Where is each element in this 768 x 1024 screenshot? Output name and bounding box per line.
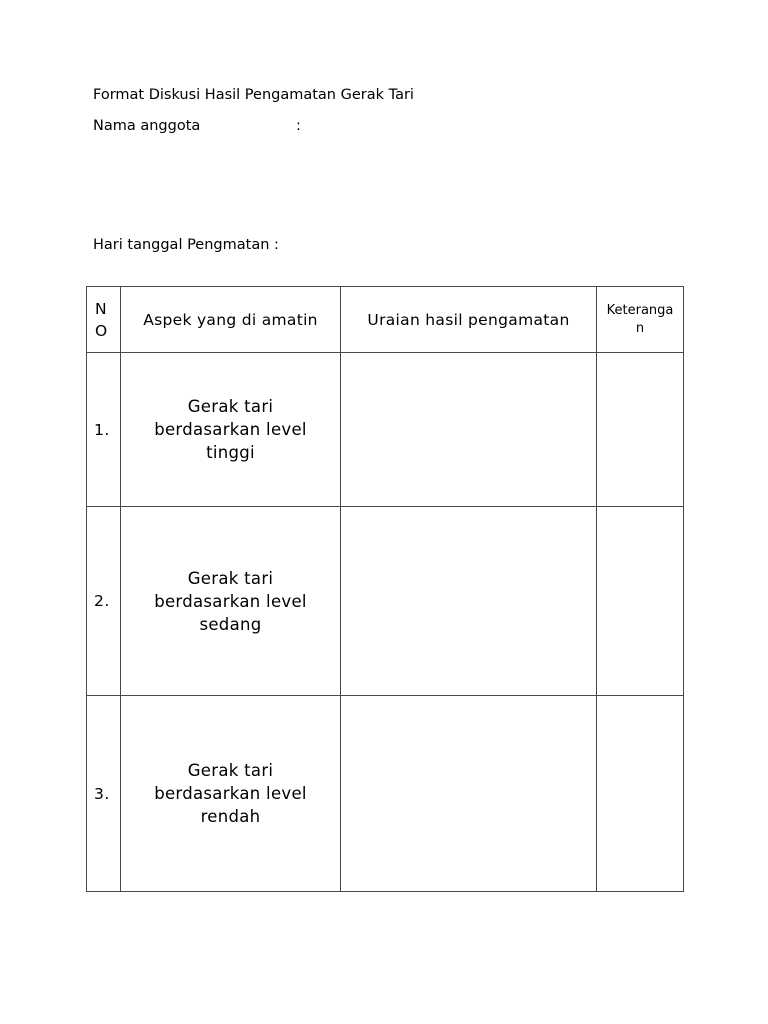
row-description-cell[interactable] bbox=[341, 696, 597, 892]
row-description-cell[interactable] bbox=[341, 353, 597, 507]
table-header-row bbox=[87, 287, 684, 353]
header-note: Keterangan bbox=[597, 287, 684, 353]
document-title: Format Diskusi Hasil Pengamatan Gerak Tari bbox=[93, 87, 414, 103]
table-row bbox=[87, 696, 684, 892]
header-no: N O bbox=[87, 287, 121, 353]
observation-table bbox=[86, 286, 684, 892]
row-aspect: Gerak tari berdasarkan level rendah bbox=[121, 696, 341, 892]
row-aspect: Gerak tari berdasarkan level tinggi bbox=[121, 353, 341, 507]
row-aspect: Gerak tari berdasarkan level sedang bbox=[121, 507, 341, 696]
row-note-cell[interactable] bbox=[597, 696, 684, 892]
row-note-cell[interactable] bbox=[597, 353, 684, 507]
header-aspect: Aspek yang di amatin bbox=[121, 287, 341, 353]
table-row bbox=[87, 353, 684, 507]
header-description: Uraian hasil pengamatan bbox=[341, 287, 597, 353]
row-description-cell[interactable] bbox=[341, 507, 597, 696]
row-number: 3. bbox=[87, 696, 121, 892]
member-name-colon: : bbox=[296, 118, 301, 134]
observation-date-label: Hari tanggal Pengmatan : bbox=[93, 237, 279, 253]
member-name-label: Nama anggota bbox=[93, 118, 201, 134]
table-row bbox=[87, 507, 684, 696]
row-number: 2. bbox=[87, 507, 121, 696]
row-number: 1. bbox=[87, 353, 121, 507]
row-note-cell[interactable] bbox=[597, 507, 684, 696]
member-name-line bbox=[93, 118, 301, 134]
